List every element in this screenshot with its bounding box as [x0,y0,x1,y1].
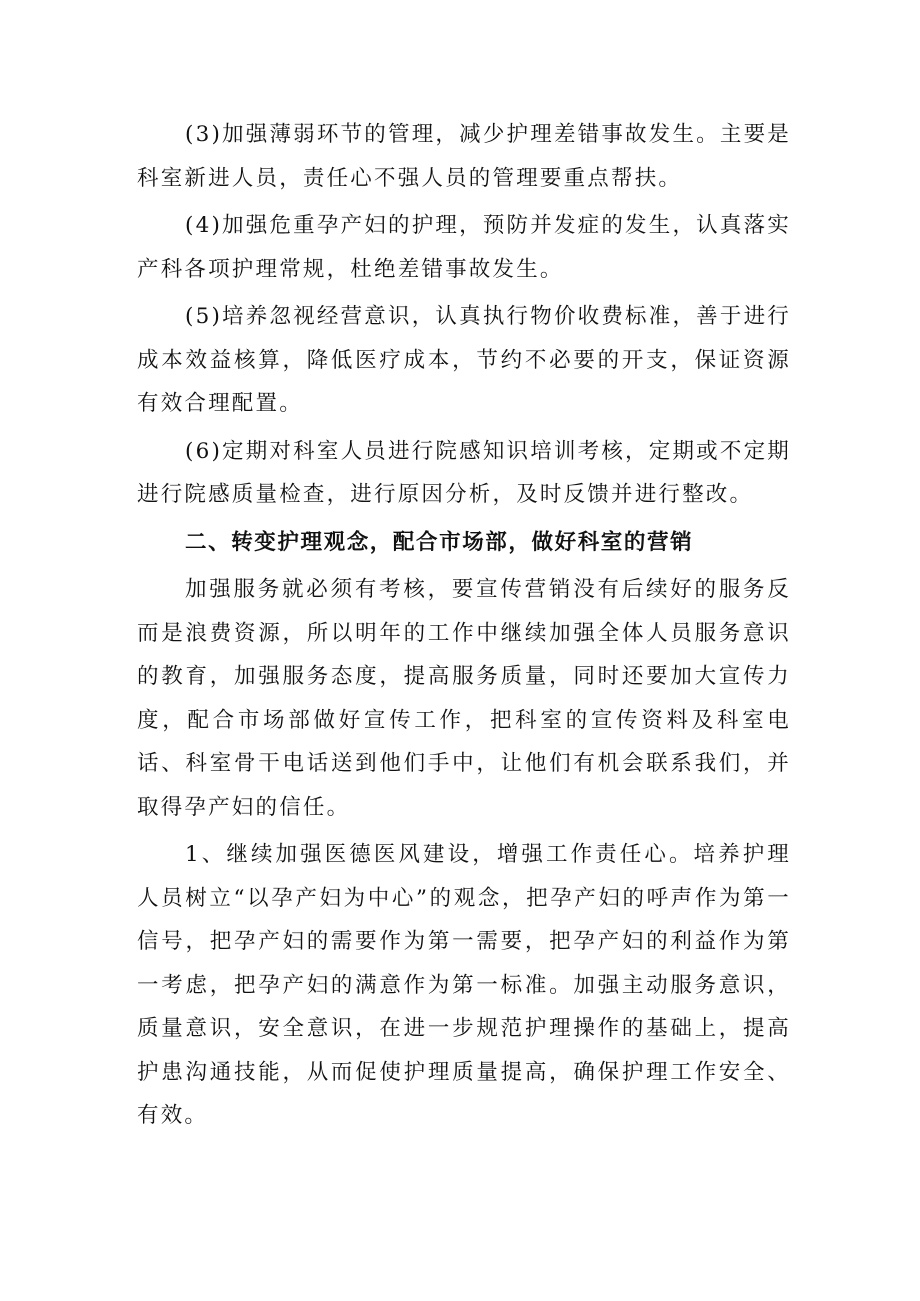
paragraph-item-5: (5)培养忽视经营意识，认真执行物价收费标准，善于进行成本效益核算，降低医疗成本，节约不必要的开支，保证资源有效合理配置。 [137,304,791,416]
document-body [137,113,791,1142]
section-intro-paragraph: 加强服务就必须有考核，要宣传营销没有后续好的服务反而是浪费资源，所以明年的工作中继续加强全体人员服务意识的教育，加强服务态度，提高服务质量，同时还要加大宣传力度，配合市场部做好宣传工作，把科室的宣传资料及科室电话、科室骨干电话送到他们手中，让他们有机会联系我们，并取得孕产妇的信任。 [137,577,791,820]
paragraph-item-4: (4)加强危重孕产妇的护理，预防并发症的发生，认真落实产科各项护理常规，杜绝差错事故发生。 [137,213,791,282]
section-heading: 二、转变护理观念，配合市场部，做好科室的营销 [185,529,694,555]
paragraph-item-6: (6)定期对科室人员进行院感知识培训考核，定期或不定期进行院感质量检查，进行原因分析，及时反馈并进行整改。 [137,438,791,507]
section-point-1-paragraph: 1、继续加强医德医风建设，增强工作责任心。培养护理人员树立“以孕产妇为中心”的观念，把孕产妇的呼声作为第一信号，把孕产妇的需要作为第一需要，把孕产妇的利益作为第一考虑，把孕产妇的满意作为第一标准。加强主动服务意识，质量意识，安全意识，在进一步规范护理操作的基础上，提高护患沟通技能，从而促使护理质量提高，确保护理工作安全、有效。 [137,842,791,1128]
paragraph-item-3: (3)加强薄弱环节的管理，减少护理差错事故发生。主要是科室新进人员，责任心不强人员的管理要重点帮扶。 [137,122,791,191]
